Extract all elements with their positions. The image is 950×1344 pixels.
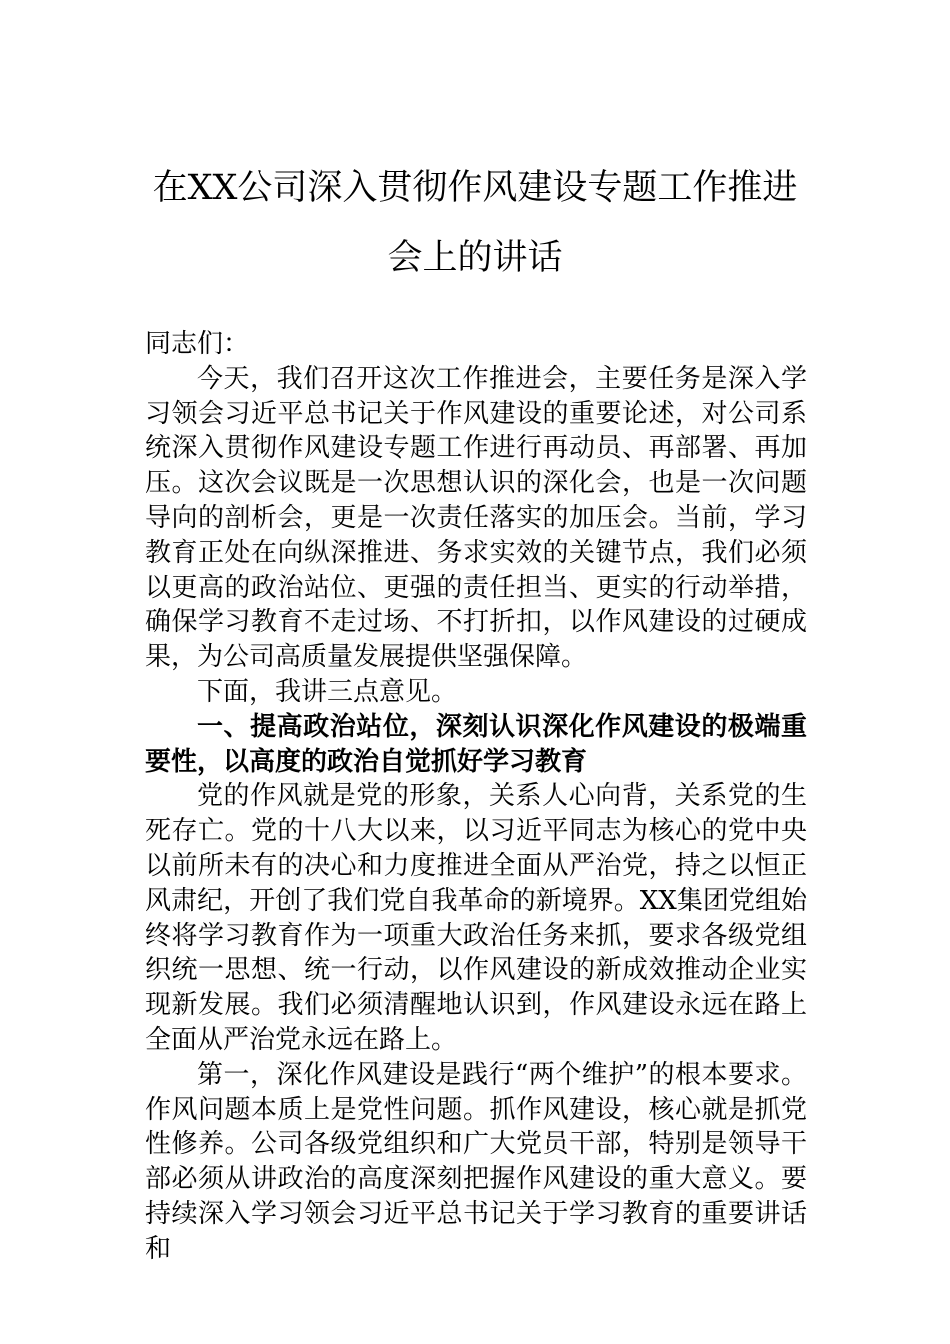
paragraph-intro: 今天，我们召开这次工作推进会，主要任务是深入学习领会习近平总书记关于作风建设的重要论述，对公司系统深入贯彻作风建设专题工作进行再动员、再部署、再加压。这次会议既是一次思想认识的深化会，也是一次问题导向的剖析会，更是一次责任落实的加压会。当前，学习教育正处在向纵深推进、务求实效的关键节点，我们必须以更高的政治站位、更强的责任担当、更实的行动举措，确保学习教育不走过场、不打折扣，以作风建设的过硬成果，为公司高质量发展提供坚强保障。 bbox=[145, 363, 807, 673]
document-body bbox=[145, 327, 807, 1267]
salutation: 同志们： bbox=[145, 329, 250, 359]
section-1-paragraph: 第一，深化作风建设是践行“两个维护”的根本要求。作风问题本质上是党性问题。抓作风建设，核心就是抓党性修养。公司各级党组织和广大党员干部，特别是领导干部必须从讲政治的高度深刻把握作风建设的重大意义。要持续深入学习领会习近平总书记关于学习教育的重要讲话和 bbox=[145, 1059, 807, 1264]
paragraph-outline: 下面，我讲三点意见。 bbox=[197, 676, 458, 707]
document-title-line-2: 会上的讲话 bbox=[387, 238, 563, 278]
document-title-line-1: 在XX公司深入贯彻作风建设专题工作推进 bbox=[152, 168, 798, 208]
section-1-heading: 一、提高政治站位，深刻认识深化作风建设的极端重要性，以高度的政治自觉抓好学习教育 bbox=[145, 711, 807, 777]
section-1-paragraph: 党的作风就是党的形象，关系人心向背，关系党的生死存亡。党的十八大以来，以习近平同志为核心的党中央以前所未有的决心和力度推进全面从严治党，持之以恒正风肃纪，开创了我们党自我革命的新境界。XX集团党组始终将学习教育作为一项重大政治任务来抓，要求各级党组织统一思想、统一行动，以作风建设的新成效推动企业实现新发展。我们必须清醒地认识到，作风建设永远在路上全面从严治党永远在路上。 bbox=[145, 781, 807, 1055]
